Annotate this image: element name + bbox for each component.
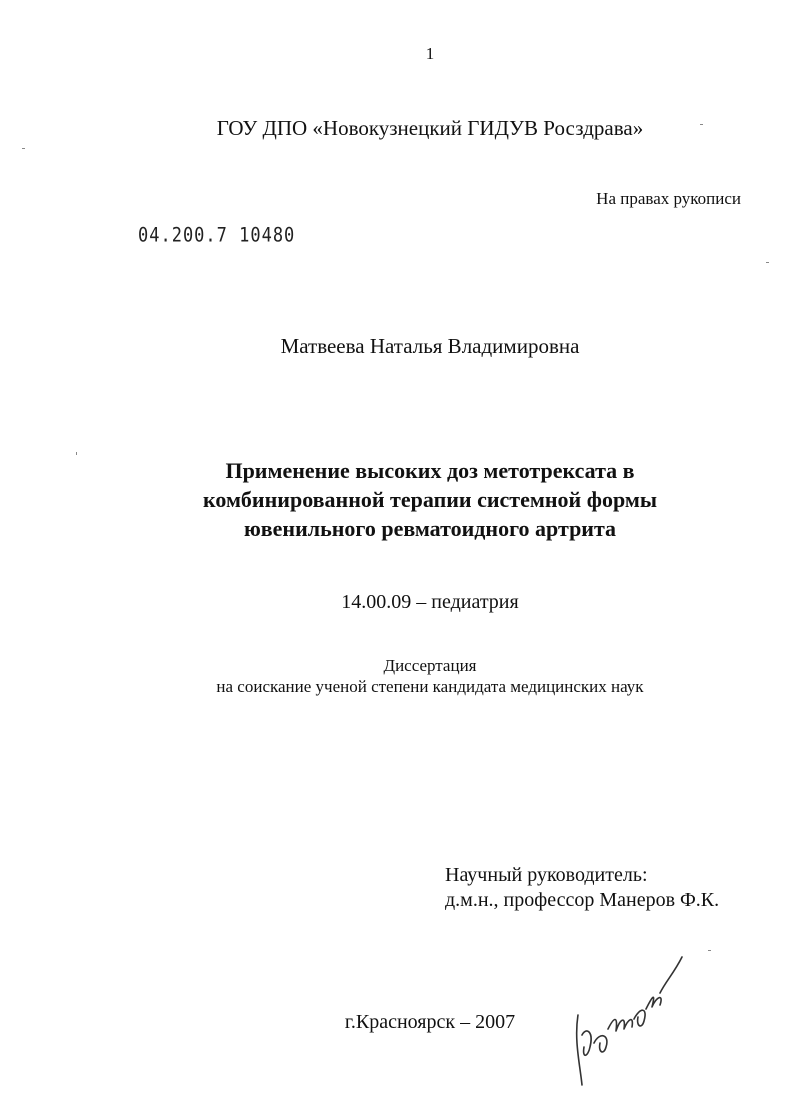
signature-image xyxy=(560,935,700,1095)
scientific-supervisor xyxy=(445,863,719,913)
supervisor-line: Научный руководитель: xyxy=(445,864,648,886)
specialty-code: 14.00.09 – педиатрия xyxy=(341,591,519,613)
title-line: ювенильного ревматоидного артрита xyxy=(243,516,617,541)
degree-line: на соискание ученой степени кандидата медицинских наук xyxy=(216,677,644,696)
degree-statement xyxy=(0,655,798,697)
scan-speck xyxy=(700,124,703,125)
degree-line: Диссертация xyxy=(383,656,477,675)
scan-speck xyxy=(766,262,769,263)
dissertation-title xyxy=(0,456,798,543)
archive-registration-number: 04.200.7 10480 xyxy=(138,224,296,247)
author-name: Матвеева Наталья Владимировна xyxy=(280,334,580,358)
manuscript-rights-note: На правах рукописи xyxy=(596,189,741,208)
institution-name: ГОУ ДПО «Новокузнецкий ГИДУВ Росздрава» xyxy=(216,116,644,140)
scan-speck xyxy=(22,148,25,149)
scan-speck xyxy=(76,452,77,455)
supervisor-line: д.м.н., профессор Манеров Ф.К. xyxy=(445,889,720,911)
title-line: Применение высоких доз метотрексата в xyxy=(225,458,635,483)
title-line: комбинированной терапии системной формы xyxy=(202,487,658,512)
city-and-year: г.Красноярск – 2007 xyxy=(344,1011,516,1033)
scan-speck xyxy=(708,950,711,951)
page-number: 1 xyxy=(425,44,435,63)
